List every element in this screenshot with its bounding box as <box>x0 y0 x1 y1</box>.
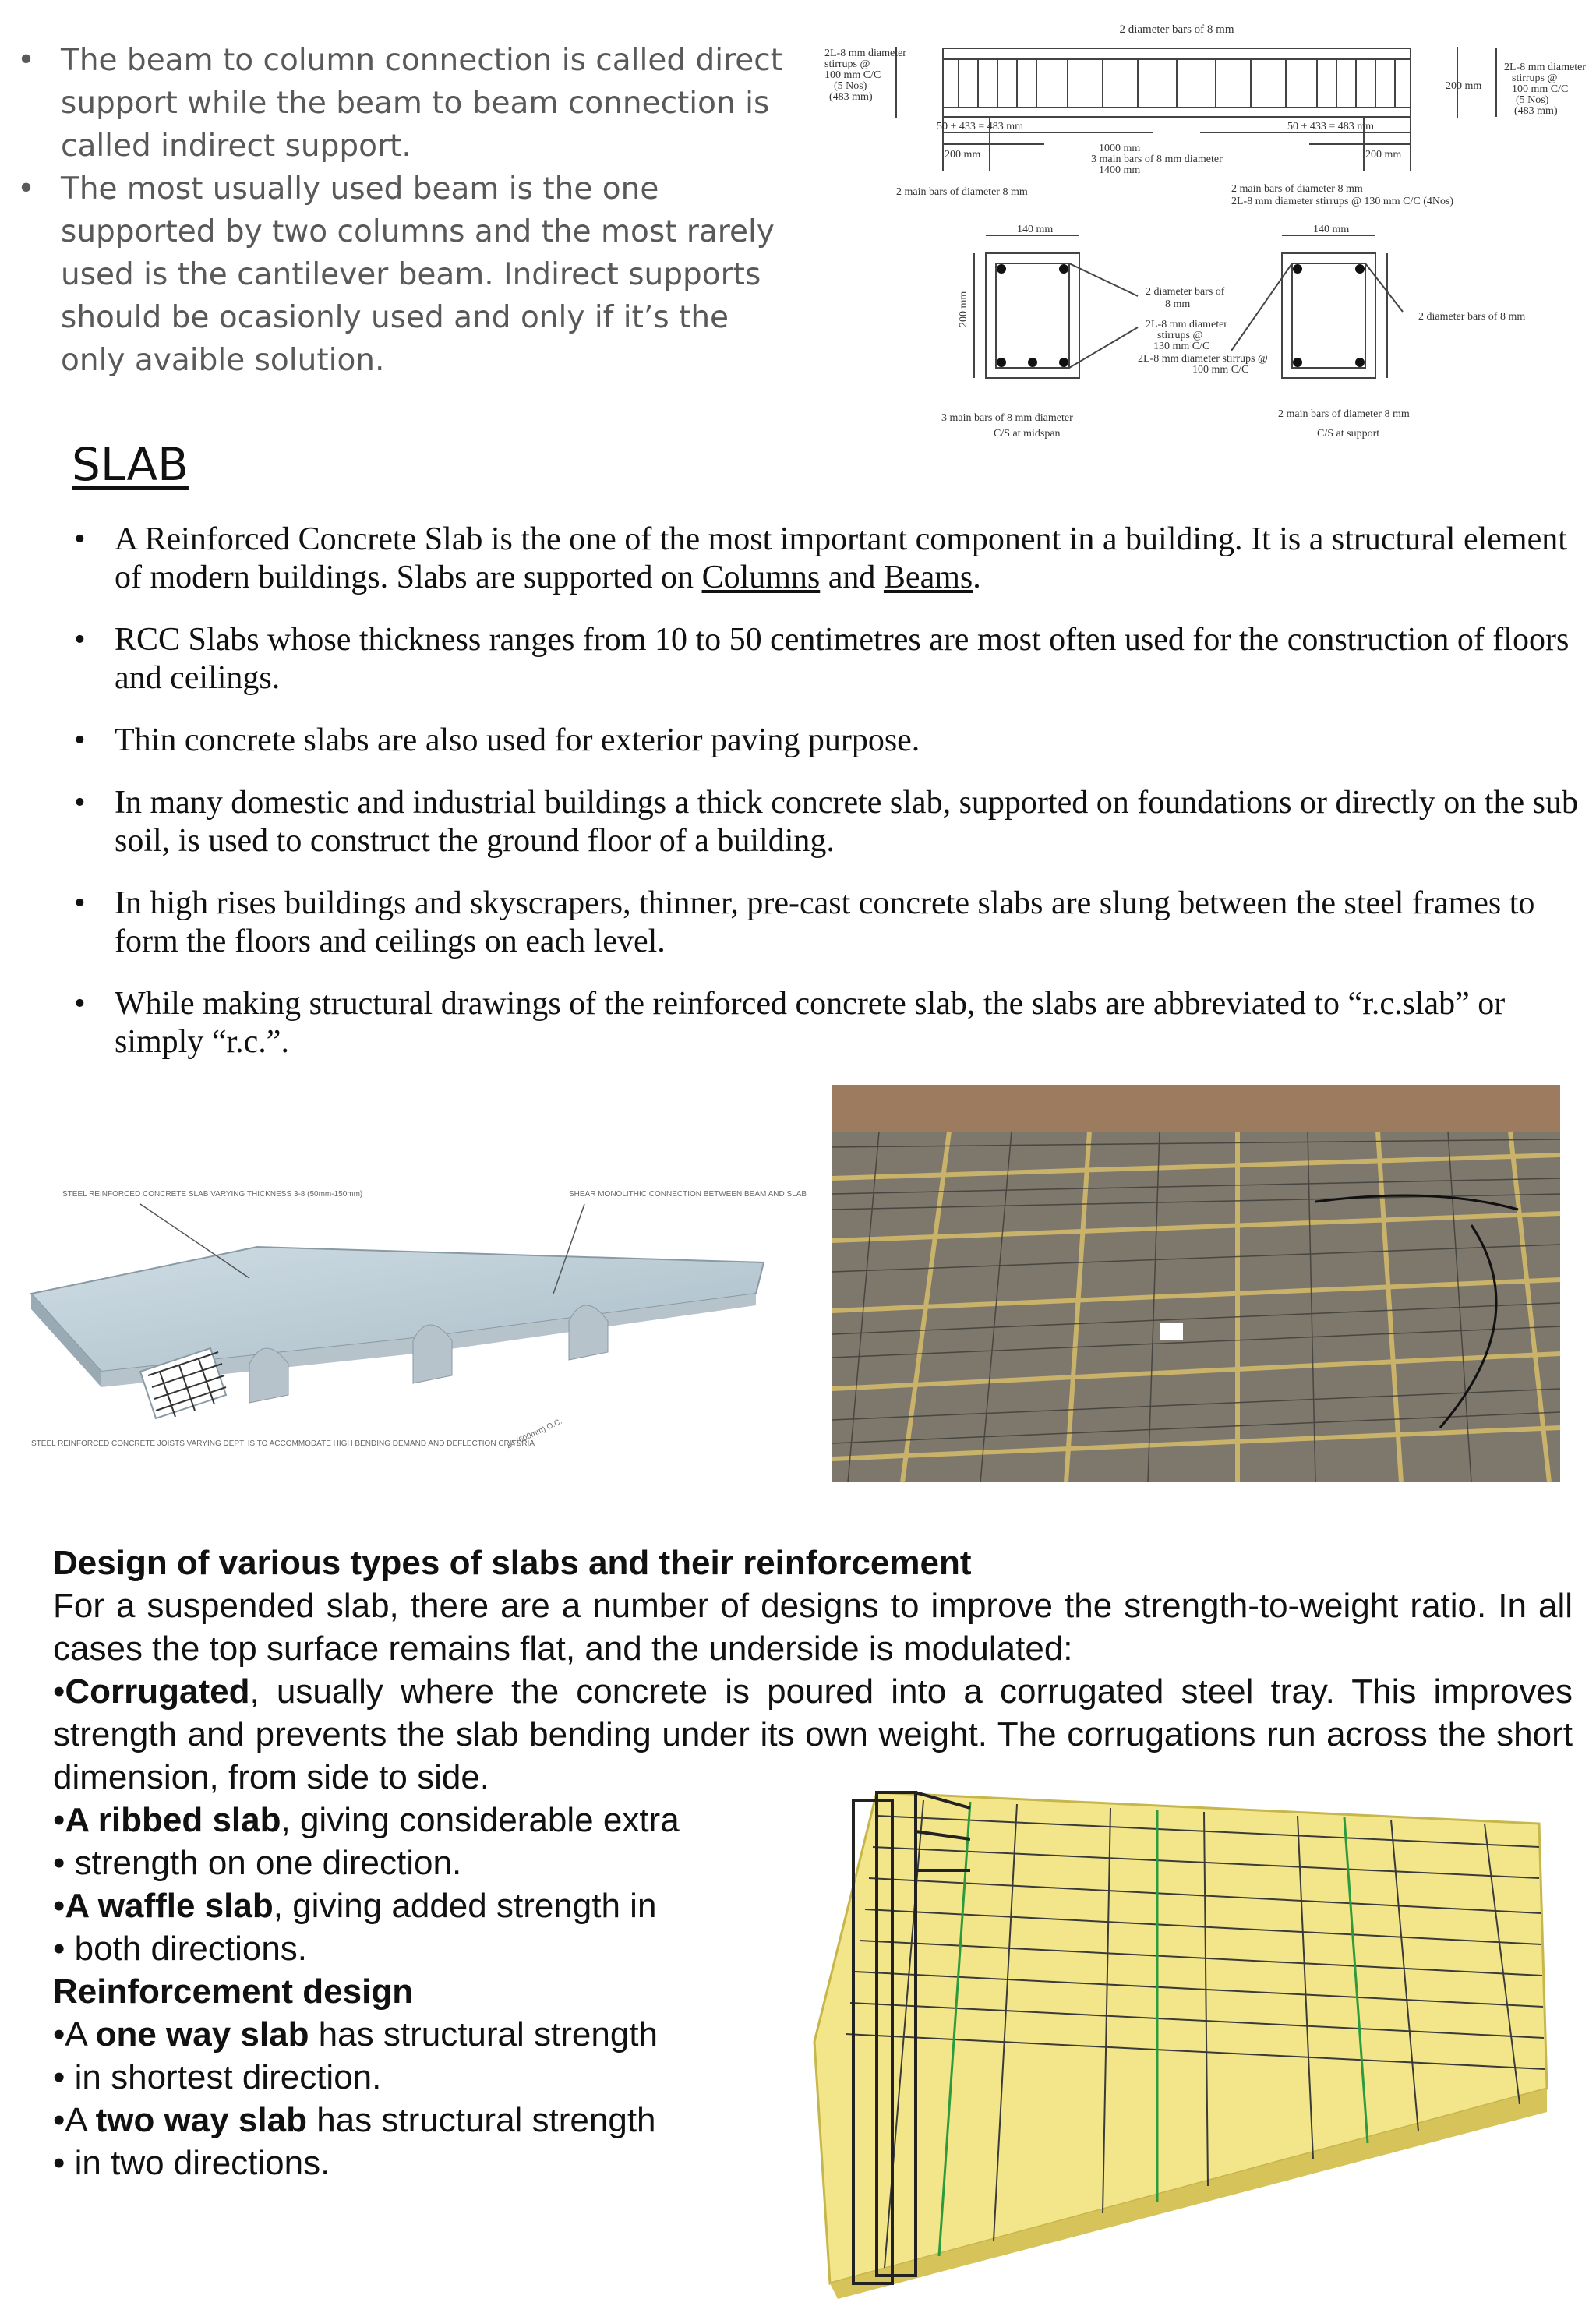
bullet-item: • The most usually used beam is the one supported by two columns and the most rarely used is the cantilever beam. Indirect supports should be ocasionly used and only if it’s the only avaible solution. <box>17 171 775 378</box>
caption-support: 2 main bars of diameter 8 mm <box>1278 408 1410 420</box>
bullet-item: • In high rises buildings and skyscrapers, thinner, pre-cast concrete slabs are slung between the steel frames to form the floors and ceilings on each level. <box>74 885 1535 959</box>
beam-reinforcement-diagram <box>810 16 1590 452</box>
bullet-item: • The beam to column connection is called direct support while the beam to beam connection is called indirect support. <box>17 43 782 164</box>
right-stirrup-label: (483 mm) <box>1514 105 1558 117</box>
right-dims-label: 50 + 433 = 483 mm <box>1287 121 1375 132</box>
two-way-item-cont: • in two directions. <box>53 2144 330 2182</box>
rebar-mesh-photo <box>832 1085 1560 1482</box>
bullet-item: • Thin concrete slabs are also used for exterior paving purpose. <box>74 722 920 758</box>
section-label: 2 diameter bars of <box>1146 286 1225 298</box>
corrugated-item: •Corrugated, usually where the concrete is poured into a corrugated steel tray. This improves strength and prevents the slab bending under its own weight. The corrugations run across the short dimension, from side to side. <box>53 1672 1573 1796</box>
two-way-item: •A two way slab has structural strength <box>53 2101 656 2139</box>
section-width-label: 140 mm <box>1017 224 1054 235</box>
reinforcement-heading: Reinforcement design <box>53 1972 414 2011</box>
slab-reinforcement-render <box>768 1785 1555 2291</box>
bullet-item: • A Reinforced Concrete Slab is the one of the most important component in a building. It is a structural element of modern buildings. Slabs are supported on Columns and Beams. <box>74 521 1567 595</box>
top-bar-label: 2 diameter bars of 8 mm <box>1119 23 1234 36</box>
section-depth-label: 200 mm <box>958 291 969 327</box>
left-dims-label: 50 + 433 = 483 mm <box>937 121 1024 132</box>
left-stirrup-label: stirrups @ <box>824 58 870 70</box>
right-stirrup-label: 2L-8 mm diameter <box>1504 62 1586 73</box>
right-support-label: 200 mm <box>1365 149 1402 161</box>
design-heading: Design of various types of slabs and their reinforcement <box>53 1544 972 1582</box>
bullet-item: • While making structural drawings of the reinforced concrete slab, the slabs are abbreviated to “r.c.slab” or simply “r.c.”. <box>74 986 1506 1060</box>
bullet-item: • RCC Slabs whose thickness ranges from 10 to 50 centimetres are most often used for the construction of floors and ceilings. <box>74 622 1570 696</box>
right-stirrup-label: stirrups @ <box>1512 72 1558 84</box>
section-label: 2L-8 mm diameter stirrups @ <box>1138 353 1268 365</box>
section-label: 2L-8 mm diameter <box>1146 319 1227 330</box>
illustration-label: STEEL REINFORCED CONCRETE JOISTS VARYING DEPTHS TO ACCOMMODATE HIGH BENDING DEMAND AND DEFLECTION CRITERIA <box>31 1439 535 1448</box>
bottom-right-label: 2L-8 mm diameter stirrups @ 130 mm C/C (4Nos) <box>1231 196 1454 207</box>
section-width-label: 140 mm <box>1313 224 1350 235</box>
caption-midspan: 3 main bars of 8 mm diameter <box>941 412 1073 424</box>
mid-dims-label: 1000 mm <box>1099 143 1141 154</box>
one-way-item-cont: • in shortest direction. <box>53 2058 382 2096</box>
section-label: 130 mm C/C <box>1153 341 1210 352</box>
left-support-label: 200 mm <box>945 149 981 161</box>
illustration-label: SHEAR MONOLITHIC CONNECTION BETWEEN BEAM AND SLAB <box>569 1190 807 1199</box>
illustration-label: STEEL REINFORCED CONCRETE SLAB VARYING THICKNESS 3-8 (50mm-150mm) <box>62 1190 363 1199</box>
waffle-item: •A waffle slab, giving added strength in <box>53 1887 657 1925</box>
ribbed-item: •A ribbed slab, giving considerable extra <box>53 1801 680 1839</box>
left-stirrup-label: 2L-8 mm diameter <box>824 48 906 59</box>
left-stirrup-label: (5 Nos) <box>834 80 867 92</box>
section-label: 8 mm <box>1165 298 1191 310</box>
section-right-label: 2 diameter bars of 8 mm <box>1418 311 1526 323</box>
left-stirrup-label: 100 mm C/C <box>824 69 881 81</box>
right-stirrup-label: (5 Nos) <box>1516 94 1549 106</box>
caption-support: C/S at support <box>1317 428 1380 440</box>
mid-dims-label: 3 main bars of 8 mm diameter <box>1091 154 1223 165</box>
bullet-item: • In many domestic and industrial buildings a thick concrete slab, supported on foundations or directly on the sub soil, is used to construct the ground floor of a building. <box>74 785 1578 859</box>
one-way-item: •A one way slab has structural strength <box>53 2015 658 2054</box>
slab-heading: SLAB <box>72 438 189 491</box>
mid-dims-label: 1400 mm <box>1099 164 1141 176</box>
waffle-item-cont: • both directions. <box>53 1930 308 1968</box>
intro-bullets <box>17 39 789 382</box>
section-label: 100 mm C/C <box>1192 364 1249 376</box>
illustration-label: 24 (600mm) O.C. <box>505 1417 564 1451</box>
right-stirrup-label: 100 mm C/C <box>1512 83 1569 95</box>
bottom-right-label: 2 main bars of diameter 8 mm <box>1231 183 1363 195</box>
rebar-mesh-graphic <box>832 1085 1560 1482</box>
ribbed-item-cont: • strength on one direction. <box>53 1844 462 1882</box>
design-intro: For a suspended slab, there are a number of designs to improve the strength-to-weight ratio. In all cases the top surface remains flat, and the underside is modulated: <box>53 1587 1573 1668</box>
bottom-left-label: 2 main bars of diameter 8 mm <box>896 186 1028 198</box>
left-stirrup-label: (483 mm) <box>829 91 873 103</box>
caption-midspan: C/S at midspan <box>994 428 1061 440</box>
beams-link[interactable]: Beams <box>883 560 973 595</box>
slab-bullets <box>74 521 1578 1086</box>
slab-joist-illustration <box>23 1138 807 1481</box>
depth-label: 200 mm <box>1446 80 1482 92</box>
section-label: stirrups @ <box>1157 330 1203 341</box>
columns-link[interactable]: Columns <box>701 560 821 595</box>
